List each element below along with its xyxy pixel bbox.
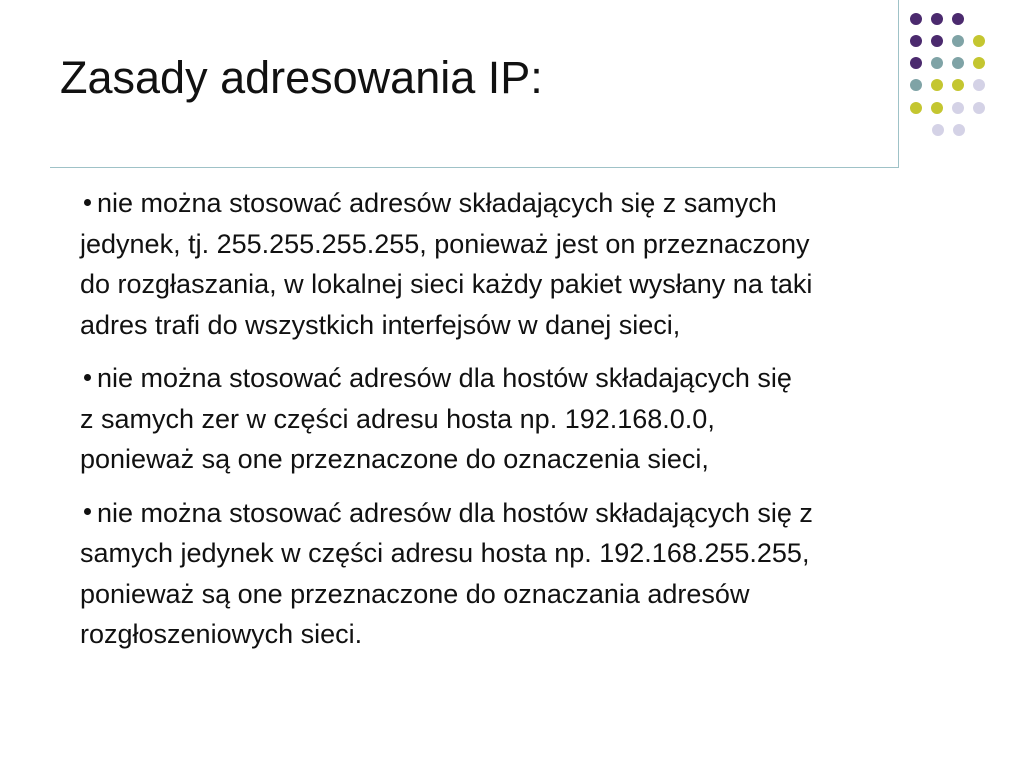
bullet-line-text: z samych zer w części adresu hosta np. 192.168.0.0, (80, 403, 715, 434)
slide-title: Zasady adresowania IP: (60, 52, 543, 103)
decorative-dot (931, 13, 943, 25)
bullet-line-text: rozgłoszeniowych sieci. (80, 619, 363, 649)
bullet-line-text: nie można stosować adresów składających się z samych (97, 188, 777, 218)
bullet-line-text: ponieważ są one przeznaczone do oznaczenia sieci, (80, 444, 709, 474)
bullet-line-text: do rozgłaszania, w lokalnej sieci każdy pakiet wysłany na taki (80, 269, 813, 299)
decorative-dot (931, 57, 943, 69)
bullet-line (80, 358, 960, 399)
bullet-item-2 (80, 358, 960, 480)
decorative-dot (910, 57, 922, 69)
decorative-dot (953, 124, 965, 136)
bullet-dot-icon (84, 508, 91, 515)
decorative-dot (973, 79, 985, 91)
decorative-dot (910, 79, 922, 91)
decorative-dot (910, 35, 922, 47)
decorative-dot (932, 124, 944, 136)
title-divider-vertical (898, 0, 899, 168)
decorative-dot (973, 57, 985, 69)
bullet-line-text: nie można stosować adresów dla hostów składających się (97, 363, 792, 393)
bullet-line-text: adres trafi do wszystkich interfejsów w danej sieci, (80, 309, 681, 340)
decorative-dot (952, 35, 964, 47)
decorative-dot (973, 102, 985, 114)
bullet-line (80, 183, 960, 224)
bullet-line-text: nie można stosować adresów dla hostów składających się z (97, 497, 813, 528)
decorative-dot (973, 35, 985, 47)
bullet-line-text: jedynek, tj. 255.255.255.255, ponieważ jest on przeznaczony (80, 228, 810, 259)
bullet-line-text: samych jedynek w części adresu hosta np. 192.168.255.255, (80, 538, 810, 568)
decorative-dot (931, 79, 943, 91)
decorative-dot (952, 57, 964, 69)
bullet-item-1 (80, 183, 960, 345)
bullet-line-text: ponieważ są one przeznaczone do oznaczania adresów (80, 578, 750, 609)
bullet-dot-icon (84, 374, 91, 381)
decorative-dot (910, 13, 922, 25)
bullet-dot-icon (84, 199, 91, 206)
decorative-dot (952, 102, 964, 114)
decorative-dot (931, 35, 943, 47)
decorative-dot (931, 102, 943, 114)
bullet-item-3 (80, 493, 960, 655)
slide-body (80, 183, 960, 668)
bullet-line (80, 493, 960, 534)
decorative-dot (910, 102, 922, 114)
decorative-dot (952, 79, 964, 91)
title-divider-horizontal (50, 167, 899, 168)
decorative-dot (952, 13, 964, 25)
